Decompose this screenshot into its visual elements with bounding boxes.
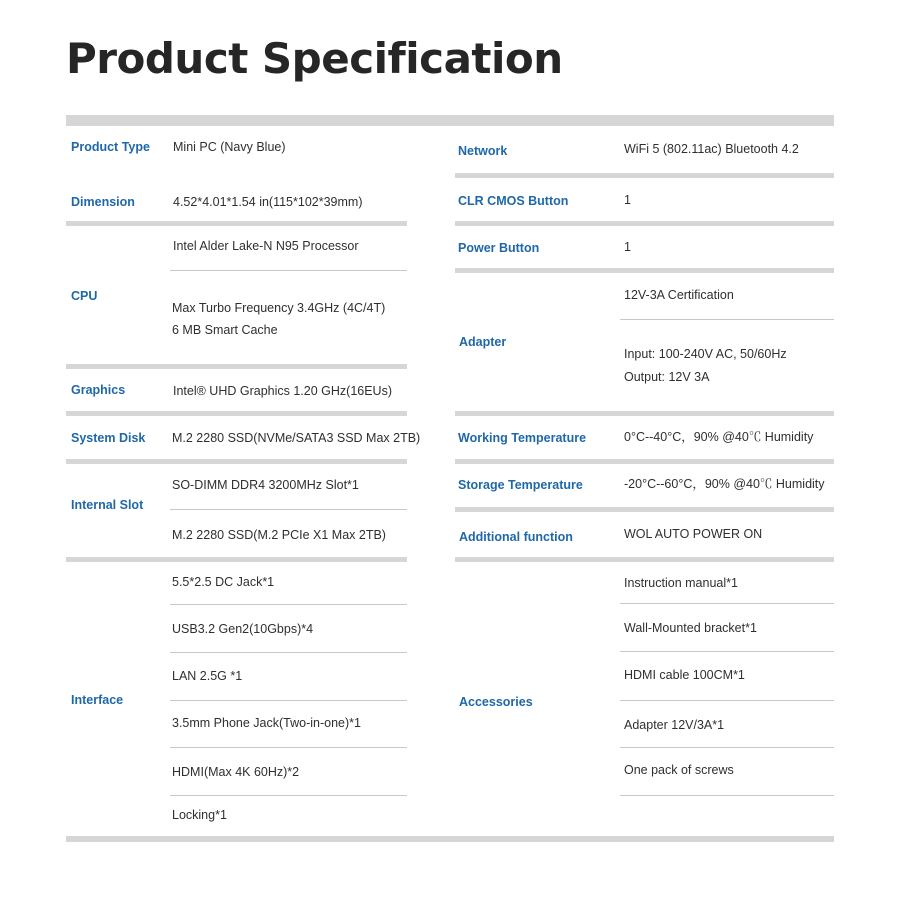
product-type-label: Product Type [71,140,150,154]
internal-slot-label: Internal Slot [71,498,144,512]
row-divider [455,173,834,178]
footer-divider [66,836,834,842]
cell-divider [620,319,834,320]
row-divider [66,411,407,416]
cell-divider [620,747,834,748]
accessory-screws: One pack of screws [624,763,734,777]
cell-divider [170,652,407,653]
additional-function-label: Additional function [459,530,573,544]
accessory-adapter: Adapter 12V/3A*1 [624,718,725,732]
cell-divider [620,603,834,604]
dimension-value: 4.52*4.01*1.54 in(115*102*39mm) [173,195,363,209]
power-button-label: Power Button [458,241,540,255]
cpu-value-cache: 6 MB Smart Cache [172,323,278,337]
cell-divider [170,509,407,510]
interface-usb: USB3.2 Gen2(10Gbps)*4 [172,622,314,636]
network-label: Network [458,144,508,158]
cell-divider [170,604,407,605]
storage-temp-value: -20°C--60°C，90% @40℃ Humidity [624,477,825,491]
row-divider [455,268,834,273]
system-disk-label: System Disk [71,431,146,445]
cell-divider [170,270,407,271]
accessory-hdmi-cable: HDMI cable 100CM*1 [624,668,745,682]
interface-dc-jack: 5.5*2.5 DC Jack*1 [172,575,275,589]
cpu-value-turbo: Max Turbo Frequency 3.4GHz (4C/4T) [172,301,386,315]
working-temp-label: Working Temperature [458,431,587,445]
cell-divider [170,795,407,796]
row-divider [455,459,834,464]
clr-cmos-value: 1 [624,193,631,207]
header-divider [66,115,834,126]
internal-slot-ddr4: SO-DIMM DDR4 3200MHz Slot*1 [172,478,359,492]
cell-divider [620,651,834,652]
row-divider [455,411,834,416]
cpu-value-processor: Intel Alder Lake-N N95 Processor [173,239,359,253]
network-value: WiFi 5 (802.11ac) Bluetooth 4.2 [624,142,799,156]
row-divider [455,557,834,562]
page-title: Product Specification [66,34,563,83]
internal-slot-m2: M.2 2280 SSD(M.2 PCIe X1 Max 2TB) [172,528,386,542]
adapter-output: Output: 12V 3A [624,370,710,384]
interface-lan: LAN 2.5G *1 [172,669,243,683]
graphics-value: Intel® UHD Graphics 1.20 GHz(16EUs) [173,384,393,398]
clr-cmos-label: CLR CMOS Button [458,194,569,208]
dimension-label: Dimension [71,195,135,209]
product-type-value: Mini PC (Navy Blue) [173,140,286,154]
interface-hdmi: HDMI(Max 4K 60Hz)*2 [172,765,300,779]
row-divider [455,507,834,512]
working-temp-value: 0°C--40°C，90% @40℃ Humidity [624,430,814,444]
accessories-label: Accessories [459,695,533,709]
cell-divider [170,700,407,701]
row-divider [66,221,407,226]
interface-label: Interface [71,693,124,707]
graphics-label: Graphics [71,383,126,397]
accessory-manual: Instruction manual*1 [624,576,738,590]
accessory-bracket: Wall-Mounted bracket*1 [624,621,757,635]
cell-divider [620,700,834,701]
adapter-input: Input: 100-240V AC, 50/60Hz [624,347,787,361]
additional-function-value: WOL AUTO POWER ON [624,527,763,541]
cpu-label: CPU [71,289,98,303]
cell-divider [170,747,407,748]
interface-locking: Locking*1 [172,808,227,822]
storage-temp-label: Storage Temperature [458,478,583,492]
row-divider [66,557,407,562]
adapter-label: Adapter [459,335,507,349]
cell-divider [620,795,834,796]
power-button-value: 1 [624,240,631,254]
row-divider [66,364,407,369]
system-disk-value: M.2 2280 SSD(NVMe/SATA3 SSD Max 2TB) [172,431,421,445]
row-divider [66,459,407,464]
row-divider [455,221,834,226]
adapter-certification: 12V-3A Certification [624,288,734,302]
interface-phone-jack: 3.5mm Phone Jack(Two-in-one)*1 [172,716,361,730]
